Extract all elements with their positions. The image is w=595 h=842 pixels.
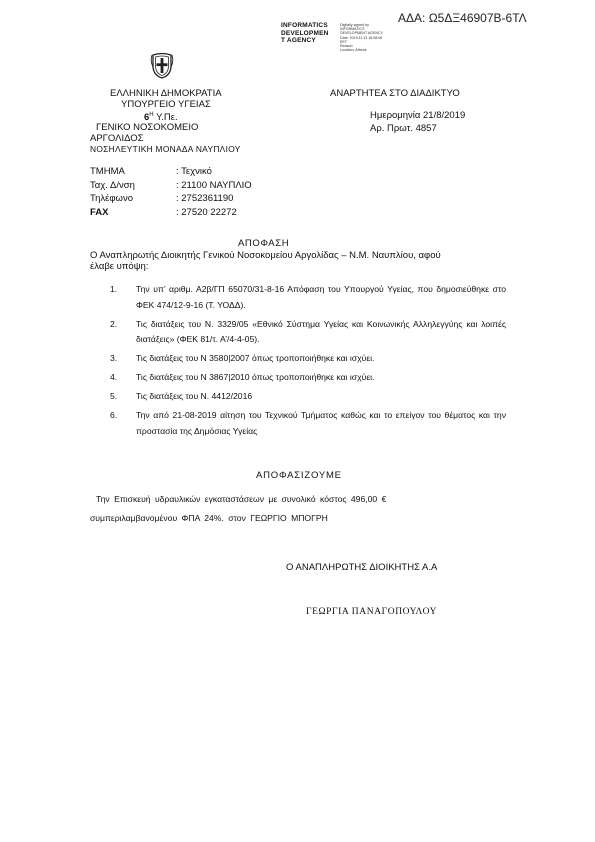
stamp-line: Digitally signed by (340, 23, 369, 27)
logo-line: INFORMATICS (281, 22, 328, 29)
decision-title: ΑΠΟΦΑΣΗ (238, 238, 290, 249)
post-notice: ΑΝΑΡΤΗΤΕΑ ΣΤΟ ΔΙΑΔΙΚΤΥΟ (330, 88, 460, 99)
logo-line: T AGENCY (281, 37, 316, 44)
we-decide-title: ΑΠΟΦΑΣΙΖΟΥΜΕ (256, 470, 342, 481)
item-number: 3. (110, 353, 118, 363)
item-text: Τις διατάξεις του Ν 3867|2010 όπως τροποποιήθηκε και ισχύει. (136, 372, 375, 382)
item-number: 6. (110, 410, 118, 420)
contact-row (90, 192, 252, 206)
item-text: Τις διατάξεις του Ν 3580|2007 όπως τροποποιήθηκε και ισχύει. (136, 353, 375, 363)
stamp-line: EET (340, 39, 347, 44)
contact-label: FAX (90, 206, 109, 218)
contact-row (90, 206, 252, 220)
list-item (110, 351, 506, 367)
protocol-number: Αρ. Πρωτ. 4857 (370, 123, 437, 134)
region-sup: Η (149, 112, 154, 118)
intro-line: έλαβε υπόψη: (90, 261, 149, 272)
item-text: Την υπ’ αριθμ. Α2β/ΓΠ 65070/31-8-16 Απόφαση του Υπουργού Υγείας, που δημοσιεύθηκε στο ΦΕΚ 474/12-9-16 (Τ. ΥΟΔΔ). (136, 284, 506, 310)
contact-row (90, 165, 252, 179)
contact-value: : 27520 22272 (176, 206, 237, 218)
intro-line: Ο Αναπληρωτής Διοικητής Γενικού Νοσοκομείου Αργολίδας – Ν.Μ. Ναυπλίου, αφού (90, 250, 441, 261)
list-item (110, 282, 506, 313)
contact-block (90, 165, 252, 219)
contact-value: : Τεχνικό (176, 166, 212, 177)
list-item (110, 370, 506, 386)
contact-value: : 2752361190 (176, 193, 234, 204)
considerations-list (110, 282, 506, 443)
list-item (110, 408, 506, 439)
greek-emblem-icon (150, 51, 174, 79)
stamp-line: Location: Athens (340, 48, 367, 53)
informatics-logo (281, 22, 329, 45)
republic-title: ΕΛΛΗΝΙΚΗ ΔΗΜΟΚΡΑΤΙΑ (110, 88, 222, 99)
logo-line: DEVELOPMEN (281, 29, 329, 37)
contact-label: Ταχ. Δ/νση (90, 179, 135, 191)
digital-signature-stamp (340, 23, 383, 52)
ministry-title: ΥΠΟΥΡΓΕΙΟ ΥΓΕΙΑΣ (121, 99, 211, 110)
contact-label: Τηλέφωνο (90, 193, 133, 204)
item-number: 1. (110, 284, 118, 294)
item-number: 2. (110, 318, 118, 329)
decision-body: συμπεριλαμβανομένου ΦΠΑ 24%. στον ΓΕΩΡΓΙΟ ΜΠΟΓΡΗ (90, 513, 328, 523)
list-item (110, 317, 506, 348)
item-number: 4. (110, 372, 118, 382)
list-item (110, 389, 506, 405)
nursing-unit: ΝΟΣΗΛΕΥΤΙΚΗ ΜΟΝΑΔΑ ΝΑΥΠΛΙΟΥ (90, 144, 241, 154)
contact-value: : 21100 ΝΑΥΠΛΙΟ (176, 179, 252, 191)
region-text: Υ.Πε. (156, 112, 178, 124)
stamp-line: Reason: (340, 44, 354, 49)
contact-label: ΤΜΗΜΑ (90, 166, 125, 177)
item-text: Τις διατάξεις του Ν. 4412/2016 (136, 391, 253, 401)
region-number: 6 (144, 112, 150, 124)
ada-code: ΑΔΑ: Ω5ΔΞ46907Β-6ΤΛ (398, 11, 527, 25)
item-number: 5. (110, 391, 118, 401)
signature-title: Ο ΑΝΑΠΛΗΡΩΤΗΣ ΔΙΟΙΚΗΤΗΣ Α.Α (286, 562, 438, 573)
signature-name: ΓΕΩΡΓΙΑ ΠΑΝΑΓΟΠΟΥΛΟΥ (306, 607, 438, 617)
stamp-line: DEVELOPMENT AGENCY (340, 31, 384, 36)
decision-body: Την Επισκευή υδραυλικών εγκαταστάσεων με συνολικό κόστος 496,00 € (96, 494, 387, 504)
stamp-line: INFORMATICS (340, 27, 365, 32)
hospital-region: ΑΡΓΟΛΙΔΟΣ (90, 133, 144, 144)
item-text: Τις διατάξεις του Ν. 3329/05 «Εθνικό Σύστημα Υγείας και Κοινωνικής Αλληλεγγύης και λοιπές διατάξεις» (ΦΕΚ 81/τ. Α’/4-4-05). (136, 318, 506, 344)
hospital-name: ΓΕΝΙΚΟ ΝΟΣΟΚΟΜΕΙΟ (96, 122, 199, 133)
stamp-line: Date: 2019.11.13 16:08:06 (340, 35, 383, 40)
item-text: Την από 21-08-2019 αίτηση του Τεχνικού Τμήματος καθώς και το επείγον του θέματος και την προστασία της Δημόσιας Υγείας (136, 410, 506, 436)
document-date: Ημερομηνία 21/8/2019 (370, 110, 466, 121)
contact-row (90, 179, 252, 193)
